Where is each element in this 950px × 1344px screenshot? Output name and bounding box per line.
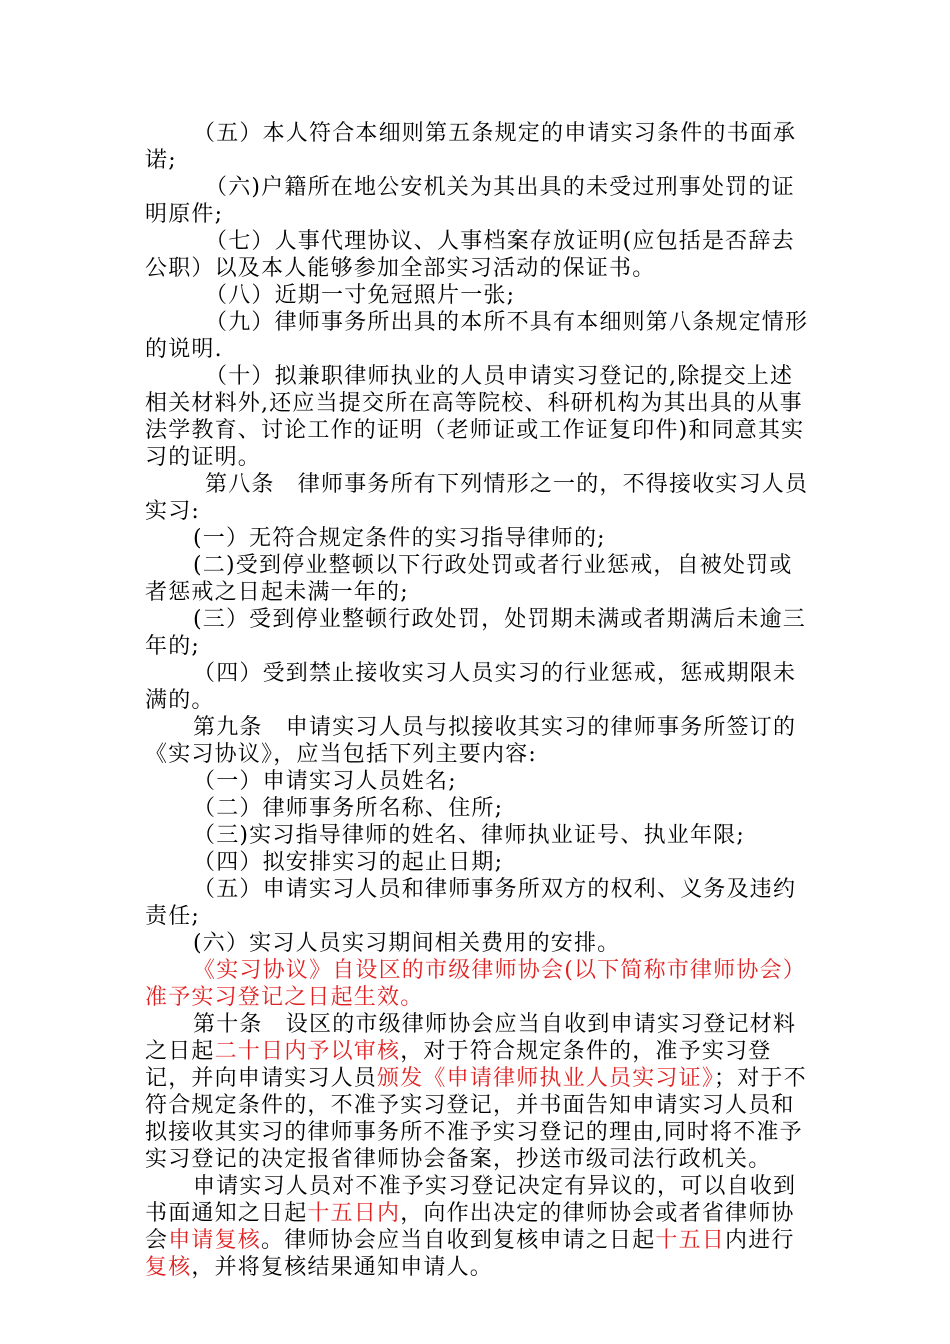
paragraph bbox=[145, 714, 810, 768]
paragraph-text: （四）拟安排实习的起止日期; bbox=[193, 850, 504, 875]
document-body bbox=[145, 120, 810, 1281]
highlighted-text: 《实习协议》自设区的市级律师协会(以下简称市律师协会）准予实习登记之日起生效。 bbox=[145, 958, 806, 1010]
highlighted-text: 申请复核 bbox=[168, 1228, 262, 1253]
paragraph-text: ，并将复核结果通知申请人。 bbox=[191, 1255, 494, 1280]
paragraph-text: （五）申请实习人员和律师事务所双方的权利、义务及违约责任; bbox=[145, 877, 797, 929]
paragraph-text: （一）申请实习人员姓名; bbox=[193, 769, 457, 794]
paragraph bbox=[145, 876, 810, 930]
paragraph bbox=[145, 849, 810, 876]
paragraph-text: （三)实习指导律师的姓名、律师执业证号、执业年限; bbox=[193, 823, 745, 848]
paragraph bbox=[145, 120, 810, 174]
highlighted-text: 十五日 bbox=[655, 1228, 726, 1253]
paragraph-text: (六）实习人员实习期间相关费用的安排。 bbox=[193, 931, 621, 956]
paragraph-text: (三）受到停业整顿行政处罚，处罚期未满或者期满后未逾三年的; bbox=[145, 607, 806, 659]
paragraph-text: 内进行 bbox=[725, 1228, 795, 1253]
paragraph bbox=[145, 363, 810, 471]
paragraph bbox=[145, 795, 810, 822]
paragraph bbox=[145, 660, 810, 714]
paragraph bbox=[145, 957, 810, 1011]
highlighted-text: 二十日内予以审核 bbox=[214, 1039, 401, 1064]
paragraph-text: （七）人事代理协议、人事档案存放证明(应包括是否辞去公职）以及本人能够参加全部实习活动的保证书。 bbox=[145, 229, 795, 281]
paragraph bbox=[145, 822, 810, 849]
paragraph-text: ；对于不符合规定条件的，不准予实习登记，并书面告知申请实习人员和拟接收其实习的律师事务所不准予实习登记的理由,同时将不准予实习登记的决定报省律师协会备案，抄送市级司法行政机关。 bbox=[145, 1066, 807, 1172]
paragraph-text: 申请实习人员对不准予实习登记决定有异议的，可以自收到书面通知之日起 bbox=[145, 1174, 797, 1226]
highlighted-text: 复核 bbox=[145, 1255, 192, 1280]
paragraph-text: （四）受到禁止接收实习人员实习的行业惩戒，惩戒期限未满的。 bbox=[145, 661, 797, 713]
paragraph-text: （二）律师事务所名称、住所; bbox=[193, 796, 504, 821]
paragraph-text: 第八条 律师事务所有下列情形之一的，不得接收实习人员实习: bbox=[145, 472, 809, 524]
paragraph-text: （六)户籍所在地公安机关为其出具的未受过刑事处罚的证明原件; bbox=[145, 175, 795, 227]
highlighted-text: 十五日内 bbox=[307, 1201, 401, 1226]
paragraph-text: (一）无符合规定条件的实习指导律师的; bbox=[193, 526, 606, 551]
paragraph-text: 第十条 设区的市级律师协会应当自收到申请实习登记材料之日起 bbox=[145, 1012, 797, 1064]
paragraph-text: 第九条 申请实习人员与拟接收其实习的律师事务所签订的《实习协议》，应当包括下列主要内容: bbox=[145, 715, 797, 767]
paragraph-text: （十）拟兼职律师执业的人员申请实习登记的,除提交上述相关材料外,还应当提交所在高等院校、科研机构为其出具的从事法学教育、讨论工作的证明（老师证或工作证复印件)和同意其实习的证明。 bbox=[145, 364, 805, 470]
paragraph-text: (二)受到停业整顿以下行政处罚或者行业惩戒，自被处罚或者惩戒之日起未满一年的; bbox=[145, 553, 793, 605]
paragraph bbox=[145, 1173, 810, 1281]
paragraph bbox=[145, 309, 810, 363]
paragraph bbox=[145, 1011, 810, 1173]
paragraph bbox=[145, 930, 810, 957]
highlighted-text: 颁发《申请律师执业人员实习证》 bbox=[377, 1066, 715, 1091]
paragraph bbox=[145, 174, 810, 228]
paragraph bbox=[145, 768, 810, 795]
paragraph bbox=[145, 606, 810, 660]
paragraph bbox=[145, 228, 810, 282]
paragraph bbox=[145, 471, 810, 525]
paragraph bbox=[145, 282, 810, 309]
paragraph-text: （五）本人符合本细则第五条规定的申请实习条件的书面承诺; bbox=[145, 121, 797, 173]
paragraph-text: ，对于符合规定条件的，准予实习登记，并向申请实习人员 bbox=[145, 1039, 772, 1091]
paragraph-text: ，向作出决定的律师协会或者省律师协会 bbox=[145, 1201, 795, 1253]
paragraph-text: （八）近期一寸免冠照片一张; bbox=[205, 283, 516, 308]
paragraph-text: （九）律师事务所出具的本所不具有本细则第八条规定情形的说明. bbox=[145, 310, 809, 362]
paragraph-text: 。律师协会应当自收到复核申请之日起 bbox=[261, 1228, 656, 1253]
paragraph bbox=[145, 552, 810, 606]
paragraph bbox=[145, 525, 810, 552]
